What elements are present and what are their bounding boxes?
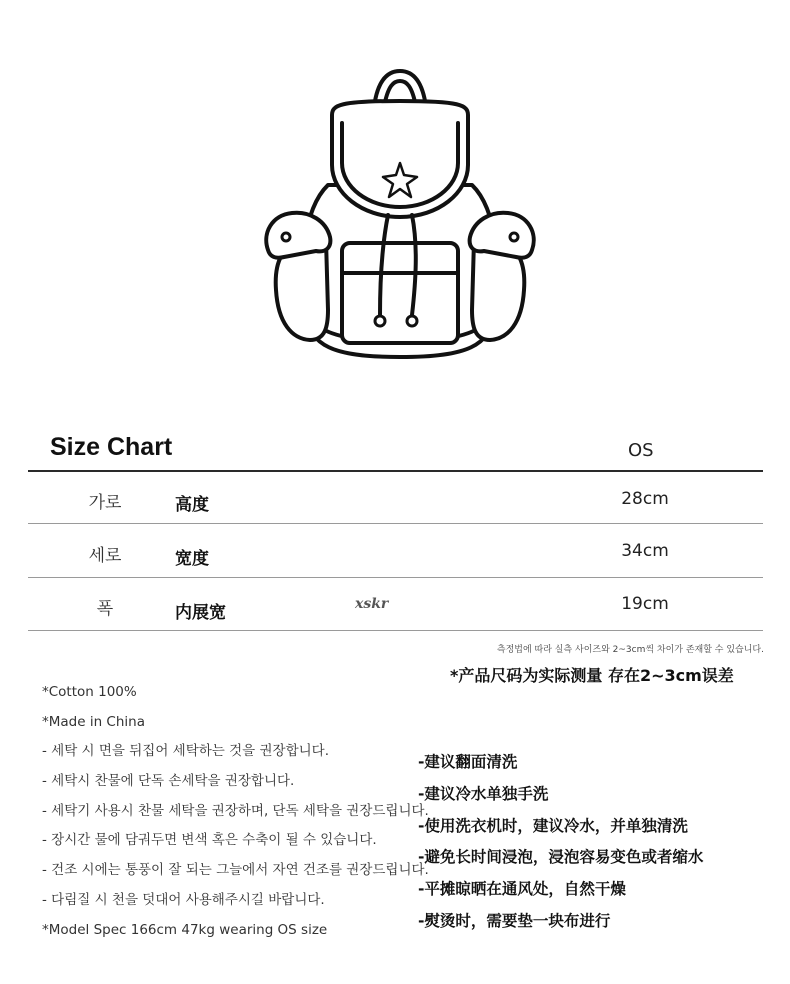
row-label-korean: 가로 — [88, 493, 122, 513]
backpack-illustration — [250, 65, 550, 370]
care-line: -平摊晾晒在通风处，自然干燥 — [418, 880, 626, 899]
care-line: -使用洗衣机时，建议冷水，并单独清洗 — [418, 816, 688, 835]
row-label-chinese: 内展宽 — [175, 603, 226, 623]
size-chart-title: Size Chart — [50, 433, 173, 461]
row-value: 34cm — [621, 541, 669, 561]
table-bottom-divider — [28, 630, 763, 631]
care-line: - 세탁기 사용시 찬물 세탁을 권장하며, 단독 세탁을 권장드립니다. — [42, 802, 429, 819]
watermark: xskr — [355, 596, 389, 612]
care-line: - 세탁 시 면을 뒤집어 세탁하는 것을 권장합니다. — [42, 743, 329, 760]
header-divider — [28, 470, 763, 472]
care-line: *Made in China — [42, 713, 145, 730]
row-label-chinese: 高度 — [175, 495, 209, 515]
care-line: - 건조 시에는 통풍이 잘 되는 그늘에서 자연 건조를 권장드립니다. — [42, 862, 429, 879]
measurement-note-korean: 측정법에 따라 실측 사이즈와 2~3cm씩 차이가 존재할 수 있습니다. — [496, 645, 764, 655]
care-line: - 세탁시 찬물에 단독 손세탁을 권장합니다. — [42, 773, 295, 790]
row-label-korean: 세로 — [88, 546, 122, 566]
row-value: 28cm — [621, 489, 669, 509]
model-spec: *Model Spec 166cm 47kg wearing OS size — [42, 921, 328, 938]
care-line: - 다림질 시 천을 덧대어 사용해주시길 바랍니다. — [42, 891, 325, 908]
care-line: -避免长时间浸泡，浸泡容易变色或者缩水 — [418, 848, 704, 867]
row-label-chinese: 宽度 — [175, 549, 209, 569]
size-column-header: OS — [628, 440, 654, 461]
row-value: 19cm — [621, 594, 669, 614]
row-divider — [28, 523, 763, 524]
row-divider — [28, 577, 763, 578]
care-line: -建议翻面清洗 — [418, 753, 518, 771]
care-line: - 장시간 물에 담궈두면 변색 혹은 수축이 될 수 있습니다. — [42, 832, 377, 849]
care-instructions-right — [418, 747, 788, 938]
row-label-korean: 폭 — [96, 599, 114, 619]
measurement-note-chinese: *产品尺码为实际测量 存在2~3cm误差 — [450, 666, 734, 685]
care-line: *Cotton 100% — [42, 684, 137, 700]
care-line: -熨烫时，需要垫一块布进行 — [418, 911, 611, 930]
care-line: -建议冷水单独手洗 — [418, 784, 549, 803]
